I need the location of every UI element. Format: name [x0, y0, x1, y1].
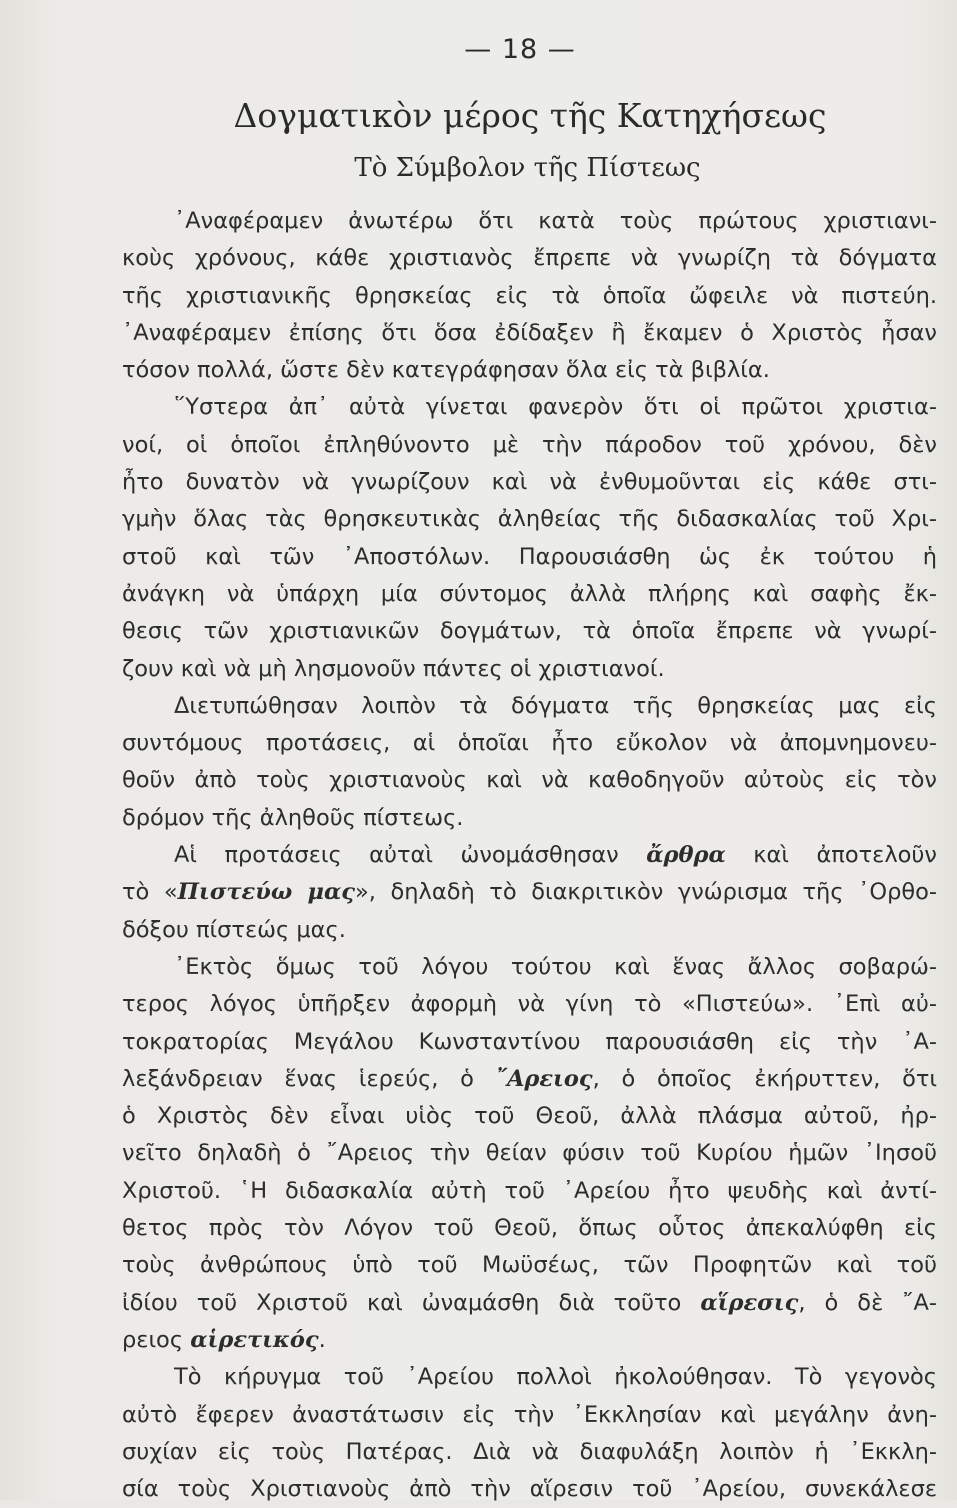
text-line: κοὺς χρόνους, κάθε χριστιανὸς ἔπρεπε νὰ γνωρίζη τὰ δόγματα — [122, 245, 937, 272]
text-line: ἀνάγκη νὰ ὑπάρχη μία σύντομος ἀλλὰ πλήρης καὶ σαφὴς ἔκ- — [122, 580, 937, 607]
text-line: γμὴν ὅλας τὰς θρησκευτικὰς ἀληθείας τῆς διδασκαλίας τοῦ Χρι- — [122, 506, 937, 533]
text-line: στοῦ καὶ τῶν ᾿Αποστόλων. Παρουσιάσθη ὡς ἐκ τούτου ἡ — [122, 543, 937, 570]
text-line: ζουν καὶ νὰ μὴ λησμονοῦν πάντες οἱ χριστιανοί. — [122, 655, 665, 682]
text-line: τερος λόγος ὑπῆρξεν ἀφορμὴ νὰ γίνη τὸ «Πιστεύω». ᾿Επὶ αὐ- — [122, 991, 937, 1018]
emphasized-term: ῎Αρειος — [495, 1065, 593, 1092]
text-line: θετος πρὸς τὸν Λόγον τοῦ Θεοῦ, ὅπως οὗτος ἀπεκαλύφθη εἰς — [122, 1215, 937, 1242]
text-line: ῞Υστερα ἀπ᾿ αὐτὰ γίνεται φανερὸν ὅτι οἱ πρῶτοι χριστια- — [174, 394, 937, 421]
text-line: ᾿Εκτὸς ὅμως τοῦ λόγου τούτου καὶ ἕνας ἄλλος σοβαρώ- — [174, 953, 937, 980]
text-line: ὁ Χριστὸς δὲν εἶναι υἱὸς τοῦ Θεοῦ, ἀλλὰ πλάσμα αὐτοῦ, ἠρ- — [122, 1103, 937, 1130]
text-line: ᾿Αναφέραμεν ἀνωτέρω ὅτι κατὰ τοὺς πρώτους χριστιανι- — [174, 208, 937, 234]
text-line: τοκρατορίας Μεγάλου Κωνσταντίνου παρουσιάσθη εἰς τὴν ᾿Α- — [122, 1028, 937, 1055]
text-line: ρειος αἱρετικός. — [122, 1326, 326, 1353]
text-line: θοῦν ἀπὸ τοὺς χριστιανοὺς καὶ νὰ καθοδηγοῦν αὐτοὺς εἰς τὸν — [122, 767, 937, 794]
text-line: δόξου πίστεώς μας. — [122, 916, 346, 943]
text-line: τοὺς ἀνθρώπους ὑπὸ τοῦ Μωϋσέως, τῶν Προφητῶν καὶ τοῦ — [122, 1252, 937, 1279]
emphasized-term: αἱρετικός — [190, 1326, 319, 1353]
text-line: νεῖτο δηλαδὴ ὁ ῎Αρειος τὴν θείαν φύσιν τοῦ Κυρίου ἡμῶν ᾿Ιησοῦ — [122, 1140, 937, 1167]
text-line: τόσον πολλά, ὥστε δὲν κατεγράφησαν ὅλα εἰς τὰ βιβλία. — [122, 357, 770, 384]
text-line: νοί, οἱ ὁποῖοι ἐπληθύνοντο μὲ τὴν πάροδον τοῦ χρόνου, δὲν — [122, 431, 937, 458]
text-line: σία τοὺς Χριστιανοὺς ἀπὸ τὴν αἵρεσιν τοῦ ᾿Αρείου, συνεκάλεσε — [122, 1476, 937, 1503]
text-line: συχίαν εἰς τοὺς Πατέρας. Διὰ νὰ διαφυλάξη λοιπὸν ἡ ᾿Εκκλη- — [122, 1438, 937, 1465]
text-line: ἰδίου τοῦ Χριστοῦ καὶ ὠναμάσθη διὰ τοῦτο αἵρεσις, ὁ δὲ ῎Α- — [122, 1289, 937, 1316]
text-line: Τὸ κήρυγμα τοῦ ᾿Αρείου πολλοὶ ἠκολούθησαν. Τὸ γεγονὸς — [174, 1364, 937, 1391]
text-line: θεσις τῶν χριστιανικῶν δογμάτων, τὰ ὁποῖα ἔπρεπε νὰ γνωρί- — [122, 618, 937, 645]
text-line: δρόμον τῆς ἀληθοῦς πίστεως. — [122, 804, 464, 831]
text-line: αὐτὸ ἔφερεν ἀναστάτωσιν εἰς τὴν ᾿Εκκλησίαν καὶ μεγάλην ἀνη- — [122, 1401, 937, 1428]
section-subtitle: Τὸ Σύμβολον τῆς Πίστεως — [354, 153, 701, 183]
text-line: τῆς χριστιανικῆς θρησκείας εἰς τὰ ὁποῖα ὤφειλε νὰ πιστεύη. — [122, 282, 937, 309]
text-line: ᾿Αναφέραμεν ἐπίσης ὅτι ὅσα ἐδίδαξεν ἢ ἔκαμεν ὁ Χριστὸς ἦσαν — [122, 319, 937, 346]
page-number: — 18 — — [464, 34, 576, 65]
text-line: λεξάνδρειαν ἕνας ἱερεύς, ὁ ῎Αρειος, ὁ ὁποῖος ἐκήρυττεν, ὅτι — [122, 1065, 938, 1092]
text-line: Χριστοῦ. ῾Η διδασκαλία αὐτὴ τοῦ ᾿Αρείου ἦτο ψευδὴς καὶ ἀντί- — [122, 1177, 937, 1204]
text-line: Αἱ προτάσεις αὐταὶ ὠνομάσθησαν ἄρθρα καὶ ἀποτελοῦν — [174, 842, 937, 869]
page-title: Δογματικὸν μέρος τῆς Κατηχήσεως — [233, 96, 827, 135]
body-text — [122, 203, 937, 1508]
text-line: Διετυπώθησαν λοιπὸν τὰ δόγματα τῆς θρησκείας μας εἰς — [174, 692, 937, 719]
text-line: συντόμους προτάσεις, αἱ ὁποῖαι ἦτο εὔκολον νὰ ἀπομνημονευ- — [122, 730, 937, 757]
emphasized-term: Πιστεύω μας — [177, 879, 356, 906]
text-line: τὸ «Πιστεύω μας», δηλαδὴ τὸ διακριτικὸν γνώρισμα τῆς ᾿Ορθο- — [122, 879, 938, 906]
text-line: ἦτο δυνατὸν νὰ γνωρίζουν καὶ νὰ ἐνθυμοῦνται εἰς κάθε στι- — [122, 469, 937, 496]
emphasized-term: αἵρεσις — [700, 1289, 799, 1316]
emphasized-term: ἄρθρα — [646, 842, 726, 869]
